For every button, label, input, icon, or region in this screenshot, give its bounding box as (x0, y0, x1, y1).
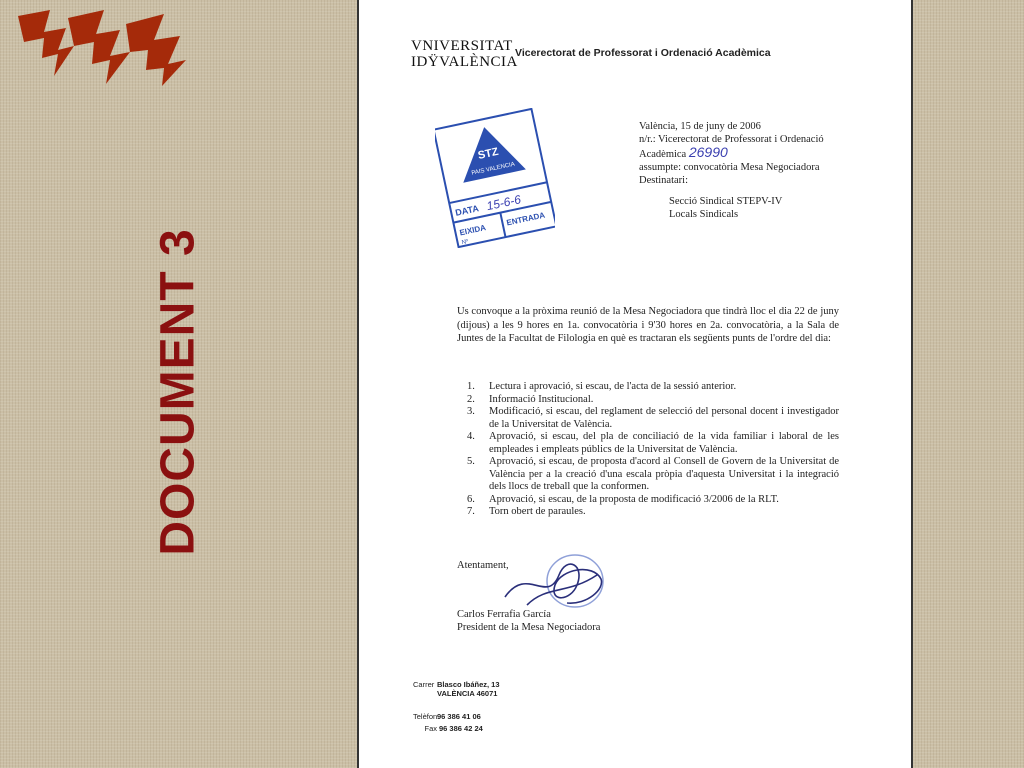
recipient-2: Locals Sindicals (669, 209, 739, 220)
stamp-exit-label: EIXIDA (458, 223, 487, 238)
letter-subject: assumpte: convocatòria Mesa Negociadora (639, 162, 820, 173)
slide-title: DOCUMENT 3 (151, 228, 205, 556)
stamp-org: PAIS VALENCIA (470, 161, 516, 177)
recipient-label: Destinatari: (639, 175, 688, 186)
letter-meta (639, 120, 824, 221)
recipients (669, 195, 824, 221)
list-item: 2. Informació Institucional. (467, 393, 594, 405)
signature-icon (497, 545, 617, 615)
registry-stamp-icon (435, 108, 555, 248)
stamp-date-value: 15-6-6 (485, 192, 523, 214)
letter-ref-2: Acadèmica 26990 (639, 144, 728, 160)
address-footer: Carrer Blasco Ibáñez, 13 VALÈNCIA 46071 Telèfon 96 386 41 06 Fax 96 386 42 24 (413, 680, 500, 733)
list-item: 7. Torn obert de paraules. (467, 506, 586, 517)
stamp-date-label: DATA (454, 203, 480, 218)
letter-body: Us convoque a la pròxima reunió de la Mesa Negociadora que tindrà lloc el dia 22 de juny (dijous) a les 9 hores en 1a. convocatòria i 9'30 hores en 2a. convocatòria, a la Sala de Juntes de la Facultat de Filologia en què es tractaran els següents punts de l'ordre del dia: (457, 306, 839, 344)
signer-block (457, 608, 600, 634)
stamp-code: STZ (476, 145, 500, 162)
list-item: 5. Aprovació, si escau, de proposta d'acord al Consell de Govern de la Universitat de València per a la creació d'una escala pròpia d'aquesta Universitat i la integració dels llocs de treball que la conformen. (467, 456, 839, 492)
list-item: 3. Modificació, si escau, del reglament de selecció del personal docent i investigador de la Universitat de València. (467, 406, 839, 430)
list-item: 1. Lectura i aprovació, si escau, de l'acta de la sessió anterior. (467, 381, 737, 392)
list-item: 4. Aprovació, si escau, del pla de conciliació de la vida familiar i laboral de les empleades i empleats públics de la Universitat de València. (467, 431, 839, 455)
agenda-list (467, 381, 839, 519)
list-item: 6. Aprovació, si escau, de la proposta de modificació 3/2006 de la RLT. (467, 493, 779, 505)
closing-salutation: Atentament, (457, 560, 509, 571)
recipient-1: Secció Sindical STEPV-IV (669, 196, 783, 207)
stamp-entry-label: ENTRADA (505, 210, 546, 228)
department-header: Vicerectorat de Professorat i Ordenació Acadèmica (515, 47, 771, 59)
letter-document (357, 0, 913, 768)
handwritten-ref-number: 26990 (688, 144, 728, 160)
letter-date: València, 15 de juny de 2006 (639, 121, 761, 132)
letter-ref-1: n/r.: Vicerectorat de Professorat i Ordenació (639, 134, 824, 145)
lightning-bolts-icon (14, 6, 186, 86)
stamp-num-label: Nº (461, 239, 469, 247)
signer-name: Carlos Ferrafia García (457, 609, 551, 620)
signer-role: President de la Mesa Negociadora (457, 622, 601, 633)
university-logo: VNIVERSITAT IDŸVALÈNCIA (411, 38, 518, 70)
